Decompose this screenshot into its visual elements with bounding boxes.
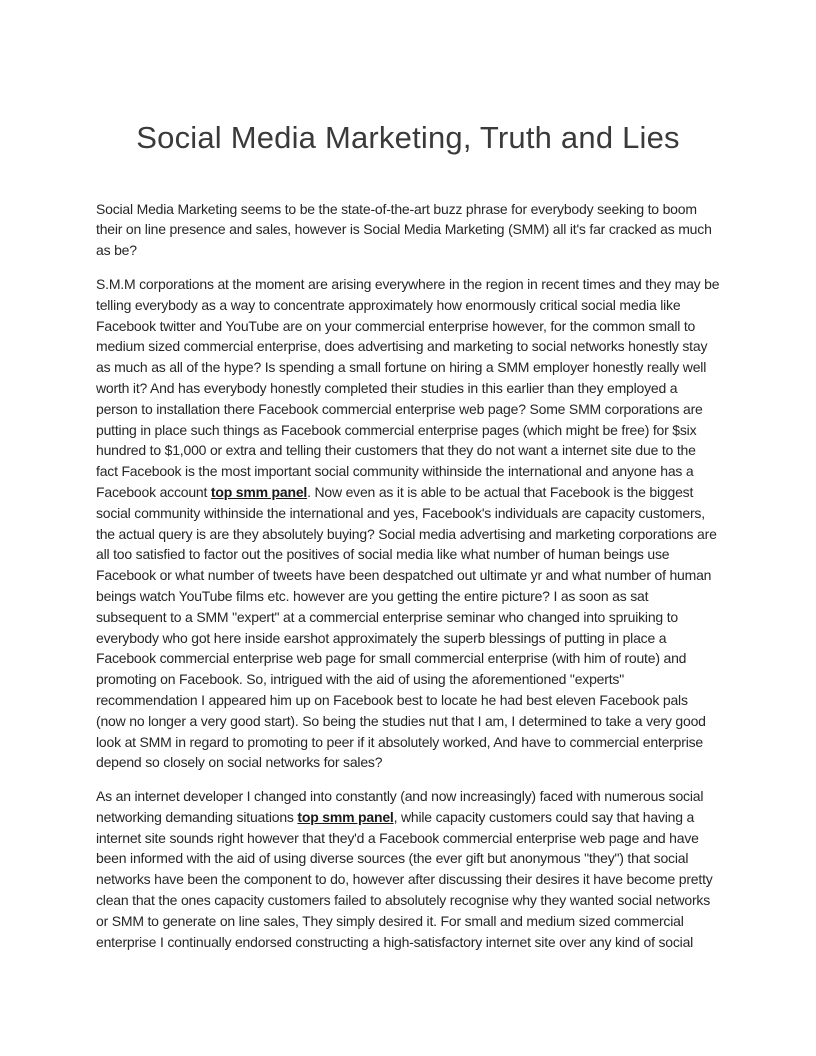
paragraph-text: . Now even as it is able to be actual that Facebook is the biggest social community withinside the international and yes, Facebook's individuals are capacity customers, the actual query is are they absolutely buying? Social media advertising and marketing corporations are all too satisfied to factor out the positives of social media like what number of human beings use Facebook or what number of tweets have been despatched out ultimate yr and what number of human beings watch YouTube films etc. however are you getting the entire picture? I as soon as sat subsequent to a SMM "expert" at a commercial enterprise seminar who changed into spruiking to everybody who got here inside earshot approximately the superb blessings of putting in place a Facebook commercial enterprise web page for small commercial enterprise (with him of route) and promoting on Facebook. So, intrigued with the aid of using the aforementioned "experts" recommendation I appeared him up on Facebook best to locate he had best eleven Facebook pals (now no longer a very good start). So being the studies nut that I am, I determined to take a very good look at SMM in regard to promoting to peer if it absolutely worked, And have to commercial enterprise depend so closely on social networks for sales?	[96, 483, 717, 771]
top-smm-panel-link-2[interactable]: top smm panel	[297, 808, 394, 825]
body-paragraph-2	[96, 786, 720, 952]
paragraph-text: S.M.M corporations at the moment are arising everywhere in the region in recent times and they may be telling everybody as a way to concentrate approximately how enormously critical social media like Facebook twitter and YouTube are on your commercial enterprise however, for the common small to medium sized commercial enterprise, does advertising and marketing to social networks honestly stay as much as all of the hype? Is spending a small fortune on hiring a SMM employer honestly really well worth it? And has everybody honestly completed their studies in this earlier than they employed a person to installation there Facebook commercial enterprise web page? Some SMM corporations are putting in place such things as Facebook commercial enterprise pages (which might be free) for $six hundred to $1,000 or extra and telling their customers that they do not want a internet site due to the fact Facebook is the most important social community withinside the international and anyone has a Facebook account	[96, 275, 720, 500]
document-title: Social Media Marketing, Truth and Lies	[136, 120, 680, 155]
top-smm-panel-link-1[interactable]: top smm panel	[210, 483, 308, 500]
intro-paragraph	[96, 199, 720, 261]
paragraph-text: As an internet developer I changed into constantly (and now increasingly) faced with numerous social networking demanding situations	[96, 788, 704, 825]
paragraph-text: , while capacity customers could say that having a internet site sounds right however that they'd a Facebook commercial enterprise web page and have been informed with the aid of using diverse sources (the ever gift but anonymous "they") that social networks have been the component to do, however after discussing their desires it have become pretty clean that the ones capacity customers failed to absolutely recognise why they wanted social networks or SMM to generate on line sales, They simply desired it. For small and medium sized commercial enterprise I continually endorsed constructing a high-satisfactory internet site over any kind of social	[96, 808, 713, 950]
paragraph-text: Social Media Marketing seems to be the state-of-the-art buzz phrase for everybody seeking to boom their on line presence and sales, however is Social Media Marketing (SMM) all it's far cracked as much as be?	[96, 200, 712, 259]
body-paragraph-1	[96, 274, 720, 773]
